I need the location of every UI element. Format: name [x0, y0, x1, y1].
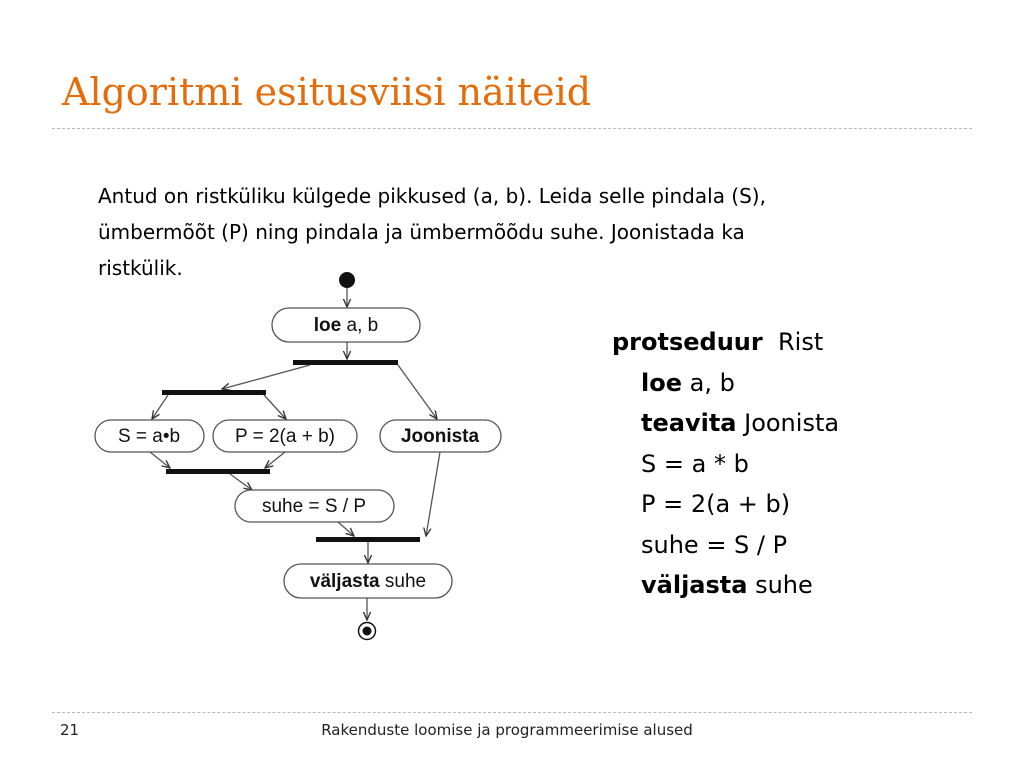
code-line: teavita Joonista: [641, 409, 840, 437]
slide-title: Algoritmi esitusviisi näiteid: [62, 70, 592, 114]
area-node-label: S = a•b: [117, 426, 181, 447]
procedure-name: Rist: [778, 328, 824, 356]
draw-node-label: Joonista: [400, 426, 480, 447]
footer-divider: [52, 712, 972, 713]
procedure-keyword: protseduur: [612, 328, 763, 356]
read-node-label: loe a, b: [313, 315, 379, 336]
start-node: [339, 272, 355, 288]
output-node-label: väljasta suhe: [309, 571, 427, 592]
end-node-core: [363, 627, 372, 636]
procedure-pseudocode: [612, 322, 839, 606]
ratio-node-label: suhe = S / P: [261, 496, 367, 517]
fork-bar: [162, 390, 266, 395]
procedure-header: [612, 322, 839, 363]
page-number: 21: [60, 721, 80, 739]
code-line: P = 2(a + b): [641, 490, 791, 518]
description-line: ristkülik.: [98, 256, 183, 280]
perimeter-node-label: P = 2(a + b): [235, 426, 335, 447]
description-line: Antud on ristküliku külgede pikkused (a, b). Leida selle pindala (S),: [98, 184, 766, 208]
footer-title: Rakenduste loomise ja programmeerimise alused: [321, 721, 693, 739]
fork-bar: [293, 360, 398, 365]
join-bar: [166, 469, 270, 474]
code-line: väljasta suhe: [641, 571, 813, 599]
code-line: S = a * b: [641, 449, 749, 478]
code-line: suhe = S / P: [641, 530, 788, 559]
description-line: ümbermõõt (P) ning pindala ja ümbermõõdu suhe. Joonistada ka: [98, 220, 745, 244]
code-line: loe a, b: [641, 368, 735, 397]
join-bar: [316, 537, 420, 542]
